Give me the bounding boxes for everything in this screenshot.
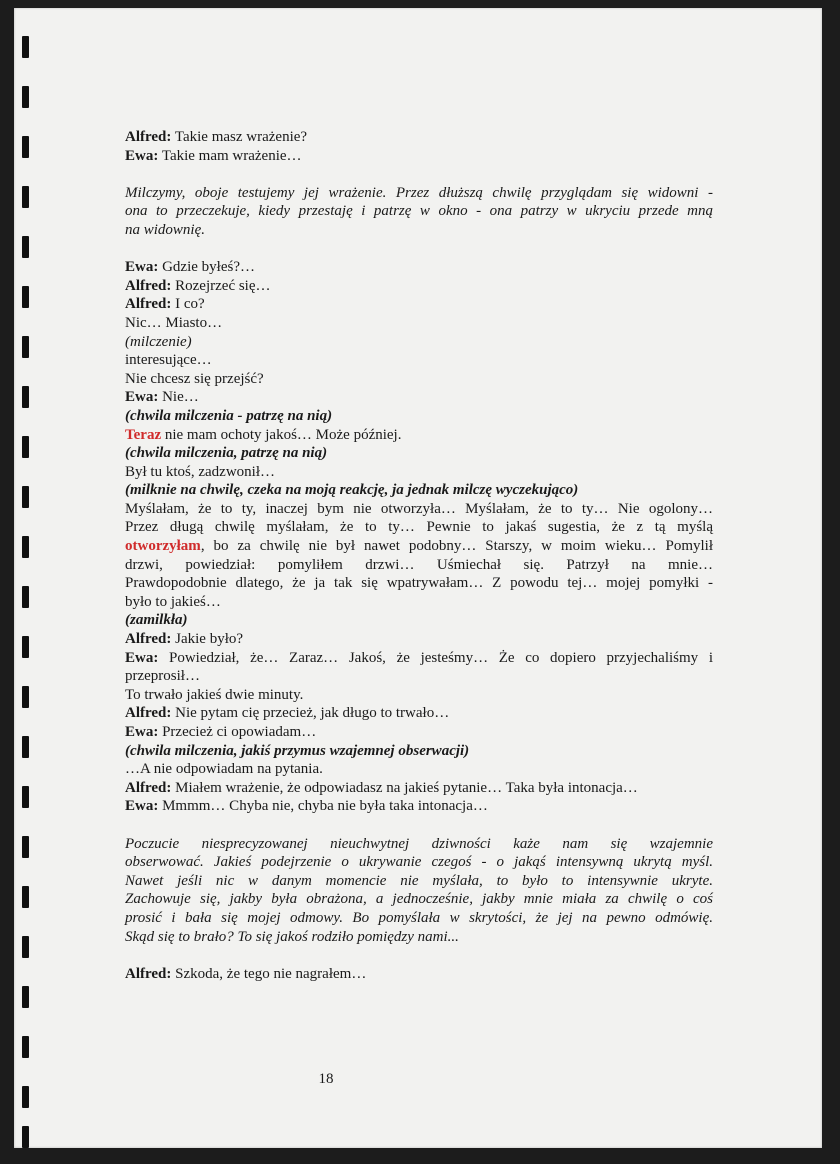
stage-direction: (milczenie) xyxy=(125,333,192,350)
dialogue-text: …A nie odpowiadam na pytania. xyxy=(125,761,323,778)
stage-direction: Nawet jeśli nic w danym momencie nie myślała, to było to intensywnie ukryte. xyxy=(125,872,713,889)
dialogue-line xyxy=(125,537,713,556)
stage-direction: prosić i bała się mojej odmowy. Bo pomyślała w skrytości, że jej na pewno odmówię. xyxy=(125,909,713,926)
binding-hole xyxy=(22,786,29,808)
dialogue-line xyxy=(125,797,713,816)
binding-hole xyxy=(22,36,29,58)
speaker-name: Ewa: xyxy=(125,389,159,406)
dialogue-line xyxy=(125,295,713,314)
binding-hole xyxy=(22,536,29,558)
highlighted-word: otworzyłam xyxy=(125,538,201,555)
dialogue-text: Nie pytam cię przecież, jak długo to trwało… xyxy=(171,705,450,722)
dialogue-text: Mmmm… Chyba nie, chyba nie była taka intonacja… xyxy=(158,798,488,815)
dialogue-line xyxy=(125,388,713,407)
stage-direction: Skąd się to brało? To się jakoś rodziło pomiędzy nami... xyxy=(125,928,459,945)
binding-hole xyxy=(22,1036,29,1058)
dialogue-line xyxy=(125,649,713,668)
dialogue-text: Jakie było? xyxy=(171,631,244,648)
dialogue-line xyxy=(125,630,713,649)
dialogue-text: drzwi, powiedział: pomyliłem drzwi… Uśmiechał się. Patrzył na mnie… xyxy=(125,556,713,573)
dialogue-text: Przecież ci opowiadam… xyxy=(158,724,317,740)
binding-hole xyxy=(22,186,29,208)
stage-direction: na widownię. xyxy=(125,221,206,238)
dialogue-line xyxy=(125,704,713,723)
dialogue-text: Nie… xyxy=(158,389,199,406)
stage-direction: (chwila milczenia, patrzę na nią) xyxy=(125,445,328,462)
dialogue-text: Myślałam, że to ty, inaczej bym nie otworzyła… Myślałam, że to ty… Nie ogolony… xyxy=(125,500,713,517)
dialogue-text: Nie chcesz się przejść? xyxy=(125,370,264,387)
speaker-name: Alfred: xyxy=(125,129,172,145)
binding-hole xyxy=(22,686,29,708)
stage-direction: obserwować. Jakieś podejrzenie o ukrywanie czegoś - o jakąś intensywną ukrytą myśl. xyxy=(125,854,713,871)
speaker-name: Alfred: xyxy=(125,705,172,722)
dialogue-line xyxy=(125,258,713,277)
binding-hole xyxy=(22,936,29,958)
highlighted-word: Teraz xyxy=(125,426,162,443)
dialogue-line xyxy=(125,128,713,147)
binding-hole xyxy=(22,136,29,158)
stage-direction: Milczymy, oboje testujemy jej wrażenie. Przez dłuższą chwilę przyglądam się widowni - xyxy=(125,184,713,201)
stage-direction: Zachowuje się, jakby była obrażona, a jednocześnie, jakby mnie miała za chwilę o coś xyxy=(125,891,713,908)
speaker-name: Ewa: xyxy=(125,798,159,815)
dialogue-text: Przez długą chwilę myślałam, że to ty… Pewnie to jakaś sugestia, że z tą myślą xyxy=(125,519,713,536)
dialogue-text: Miałem wrażenie, że odpowiadasz na jakieś pytanie… Taka była intonacja… xyxy=(171,779,638,796)
binding-hole xyxy=(22,286,29,308)
dialogue-text: Gdzie byłeś?… xyxy=(158,259,255,276)
binding-hole xyxy=(22,436,29,458)
stage-direction: (chwila milczenia, jakiś przymus wzajemnej obserwacji) xyxy=(125,742,470,759)
stage-direction: (milknie na chwilę, czeka na moją reakcję, ja jednak milczę wyczekująco) xyxy=(125,482,579,499)
dialogue-line xyxy=(125,965,713,984)
binding-hole xyxy=(22,336,29,358)
page-number: 18 xyxy=(318,1071,334,1087)
binding-hole xyxy=(22,486,29,508)
dialogue-line xyxy=(125,147,713,166)
dialogue-text: Nic… Miasto… xyxy=(125,314,223,331)
speaker-name: Ewa: xyxy=(125,649,159,666)
binding-hole xyxy=(22,586,29,608)
binding-hole xyxy=(22,636,29,658)
dialogue-text: Był tu ktoś, zadzwonił… xyxy=(125,463,275,480)
dialogue-text: Rozejrzeć się… xyxy=(171,277,271,294)
dialogue-text: , bo za chwilę nie był nawet podobny… Starszy, w moim wieku… Pomylił xyxy=(200,538,713,555)
dialogue-line xyxy=(125,277,713,296)
speaker-name: Alfred: xyxy=(125,296,172,313)
speaker-name: Ewa: xyxy=(125,724,159,740)
binding-hole xyxy=(22,886,29,908)
script-text xyxy=(125,128,713,983)
dialogue-text: Powiedział, że… Zaraz… Jakoś, że jesteśmy… Że co dopiero przyjechaliśmy i xyxy=(158,649,713,666)
binding-hole xyxy=(22,836,29,858)
speaker-name: Alfred: xyxy=(125,965,172,982)
speaker-name: Ewa: xyxy=(125,259,159,276)
speaker-name: Alfred: xyxy=(125,631,172,648)
dialogue-text: przeprosił… xyxy=(125,668,200,685)
dialogue-text: I co? xyxy=(171,296,205,313)
dialogue-text: Szkoda, że tego nie nagrałem… xyxy=(171,965,367,982)
binding-holes xyxy=(14,8,54,1148)
speaker-name: Alfred: xyxy=(125,277,172,294)
binding-hole xyxy=(22,386,29,408)
binding-hole xyxy=(22,1126,29,1148)
speaker-name: Alfred: xyxy=(125,779,172,796)
binding-hole xyxy=(22,1086,29,1108)
dialogue-line xyxy=(125,723,713,742)
stage-direction: ona to przeczekuje, kiedy przestaję i patrzę w okno - ona patrzy w ukryciu przede mną xyxy=(125,203,713,220)
document-page xyxy=(14,8,822,1148)
dialogue-text: było to jakieś… xyxy=(125,593,221,610)
binding-hole xyxy=(22,986,29,1008)
dialogue-text: Prawdopodobnie dlatego, że ja tak się wpatrywałam… Z powodu tej… mojej pomyłki - xyxy=(125,575,713,592)
dialogue-line xyxy=(125,426,713,445)
stage-direction: Poczucie niesprecyzowanej nieuchwytnej dziwności każe nam się wzajemnie xyxy=(125,835,713,852)
speaker-name: Ewa: xyxy=(125,147,159,164)
dialogue-text: interesujące… xyxy=(125,352,212,369)
dialogue-text: To trwało jakieś dwie minuty. xyxy=(125,686,304,703)
dialogue-text: Takie mam wrażenie… xyxy=(158,147,302,164)
dialogue-text: Takie masz wrażenie? xyxy=(171,129,308,145)
binding-hole xyxy=(22,236,29,258)
stage-direction: (chwila milczenia - patrzę na nią) xyxy=(125,407,333,424)
stage-direction: (zamilkła) xyxy=(125,612,188,629)
dialogue-text: nie mam ochoty jakoś… Może później. xyxy=(161,426,402,443)
dialogue-line xyxy=(125,779,713,798)
binding-hole xyxy=(22,86,29,108)
binding-hole xyxy=(22,736,29,758)
